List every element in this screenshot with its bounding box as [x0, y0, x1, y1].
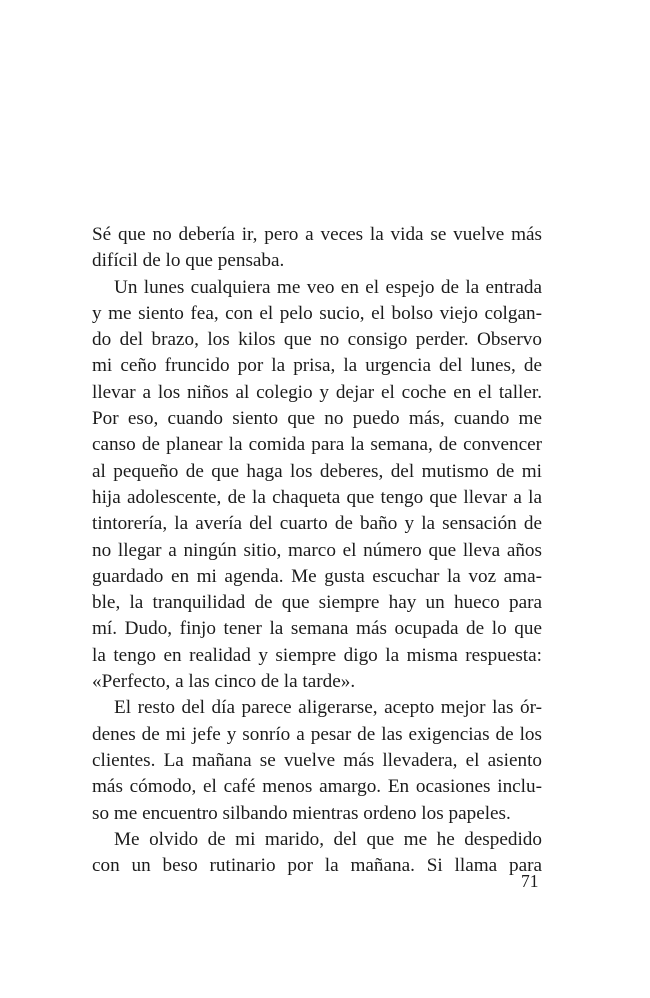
text-line: do del brazo, los kilos que no consigo perder. Observo — [92, 329, 542, 351]
text-line: no llegar a ningún sitio, marco el número que lleva años — [92, 539, 542, 561]
text-line: canso de planear la comida para la semana, de convencer — [92, 434, 542, 456]
text-line: Me olvido de mi marido, del que me he despedido — [114, 828, 542, 850]
text-line: Por eso, cuando siento que no puedo más, cuando me — [92, 408, 542, 430]
text-line: mí. Dudo, finjo tener la semana más ocupada de lo que — [92, 618, 542, 640]
text-line: El resto del día parece aligerarse, acepto mejor las ór- — [114, 697, 542, 719]
text-line: so me encuentro silbando mientras ordeno los papeles. — [92, 802, 511, 824]
text-line: tintorería, la avería del cuarto de baño y la sensación de — [92, 513, 542, 535]
text-line: y me siento fea, con el pelo sucio, el bolso viejo colgan- — [92, 302, 542, 324]
text-line: guardado en mi agenda. Me gusta escuchar la voz ama- — [92, 565, 542, 587]
body-text — [92, 222, 542, 879]
text-line: denes de mi jefe y sonrío a pesar de las exigencias de los — [92, 723, 542, 745]
text-line: «Perfecto, a las cinco de la tarde». — [92, 671, 356, 693]
text-line: más cómodo, el café menos amargo. En ocasiones inclu- — [92, 776, 542, 798]
text-line: mi ceño fruncido por la prisa, la urgencia del lunes, de — [92, 355, 542, 377]
text-line: hija adolescente, de la chaqueta que tengo que llevar a la — [92, 486, 542, 508]
text-line: difícil de lo que pensaba. — [92, 250, 285, 272]
text-line: llevar a los niños al colegio y dejar el coche en el taller. — [92, 381, 542, 403]
text-line: clientes. La mañana se vuelve más llevadera, el asiento — [92, 749, 542, 771]
page-number: 71 — [521, 871, 539, 891]
text-line: Sé que no debería ir, pero a veces la vida se vuelve más — [92, 224, 542, 245]
text-line: Un lunes cualquiera me veo en el espejo de la entrada — [114, 276, 542, 298]
text-line: al pequeño de que haga los deberes, del mutismo de mi — [92, 460, 542, 482]
text-line: la tengo en realidad y siempre digo la misma respuesta: — [92, 644, 542, 666]
text-line: ble, la tranquilidad de que siempre hay un hueco para — [92, 592, 542, 614]
text-line: con un beso rutinario por la mañana. Si llama para — [92, 855, 542, 877]
